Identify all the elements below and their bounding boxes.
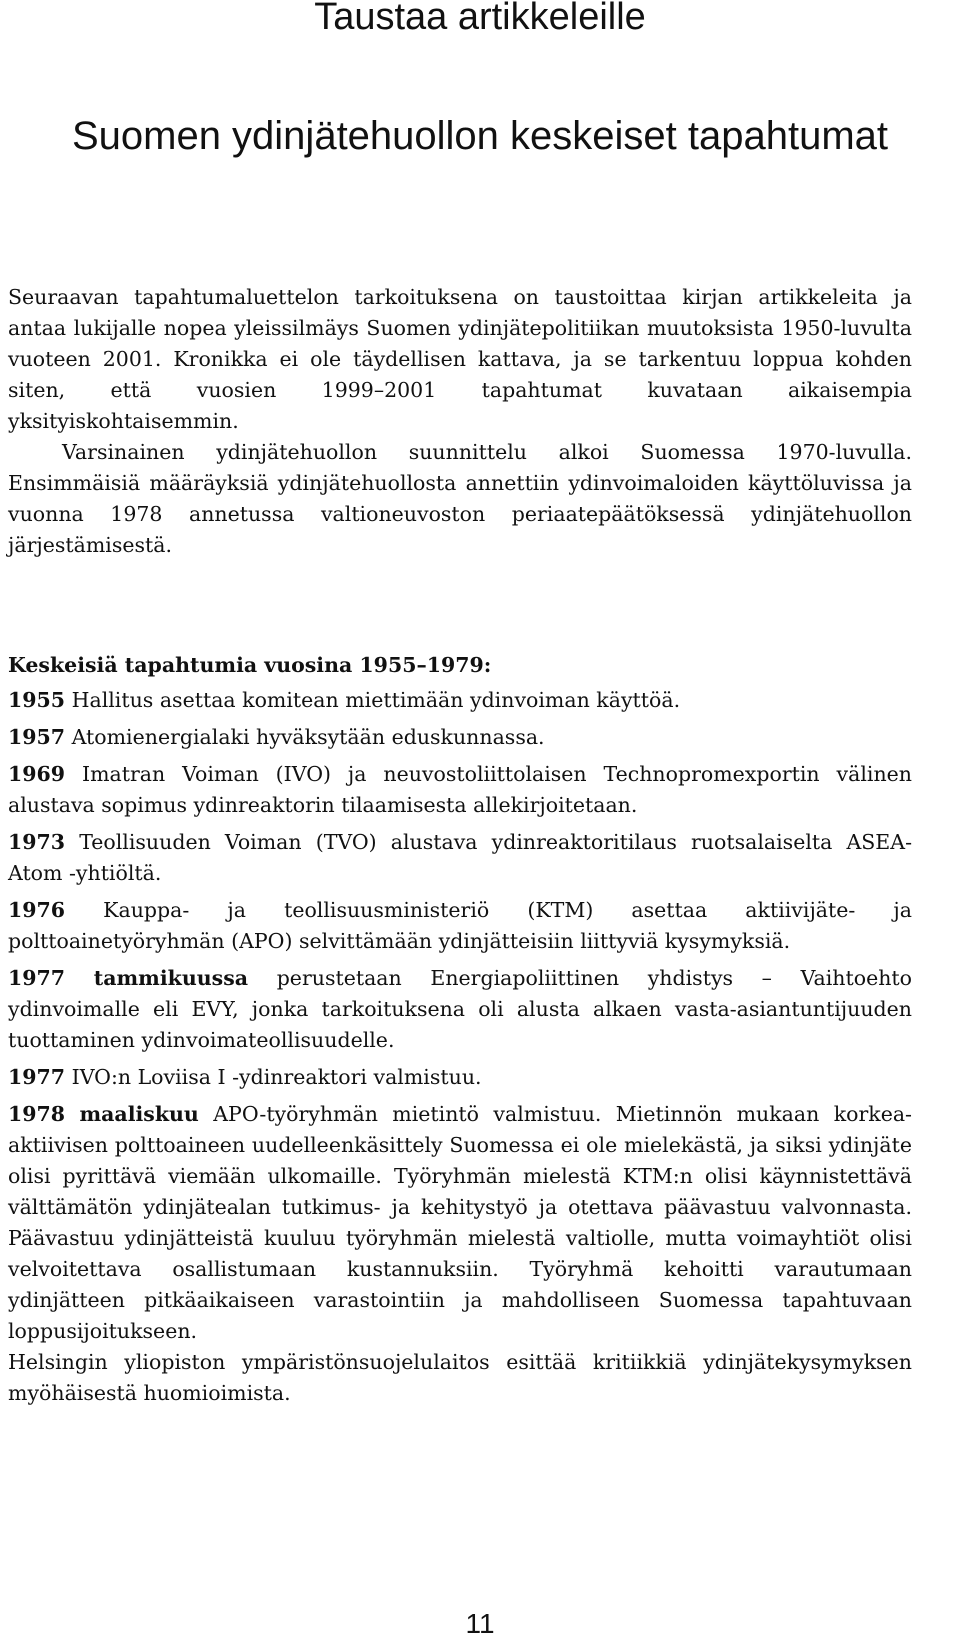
event-year: 1969	[8, 762, 66, 786]
timeline-item	[8, 827, 912, 889]
event-note: Helsingin yliopiston ympäristönsuojelulaitos esittää kritiikkiä ydinjätekysymyksen myöhäisestä huomioimista.	[8, 1350, 912, 1405]
section-title: Taustaa artikkeleille	[314, 0, 646, 38]
event-text: perustetaan Energiapoliittinen yhdistys – Vaihtoehto ydinvoimalle eli EVY, jonka tarkoituksena oli alusta alkaen vasta-asiantuntijuuden tuottaminen ydinvoimateollisuudelle.	[8, 966, 912, 1052]
page-number: 11	[465, 1608, 495, 1639]
event-year: 1976	[8, 898, 66, 922]
event-text: Atomienergialaki hyväksytään eduskunnassa.	[71, 725, 545, 749]
timeline-item	[8, 895, 912, 957]
page-title: Suomen ydinjätehuollon keskeiset tapahtumat	[71, 114, 889, 158]
timeline-item	[8, 759, 912, 821]
event-emphasis: maaliskuu	[79, 1102, 199, 1126]
event-year: 1977	[8, 1065, 66, 1089]
event-text: IVO:n Loviisa I -ydinreaktori valmistuu.	[71, 1065, 482, 1089]
timeline-item	[8, 685, 912, 716]
event-year: 1978	[8, 1102, 66, 1126]
event-text: Teollisuuden Voiman (TVO) alustava ydinreaktoritilaus ruotsalaiselta ASEA-Atom -yhtiöltä.	[8, 830, 912, 885]
event-year: 1973	[8, 830, 66, 854]
timeline-item	[8, 1099, 912, 1409]
event-year: 1977	[8, 966, 66, 990]
intro-paragraph: Varsinainen ydinjätehuollon suunnittelu alkoi Suomessa 1970-luvulla. Ensimmäisiä määräyksiä ydinjätehuollosta annettiin ydinvoimaloiden käyttöluvissa ja vuonna 1978 annetussa valtioneuvoston periaatepäätöksessä ydinjätehuollon järjestämisestä.	[8, 440, 912, 557]
event-text: APO-työryhmän mietintö valmistuu. Mietinnön mukaan korkea-aktiivisen polttoaineen uudelleenkäsittely Suomessa ei ole mielekästä, ja siksi ydinjäte olisi pyrittävä viemään ulkomaille. Työryhmän mielestä KTM:n olisi käynnistettävä välttämätön ydinjätealan tutkimus- ja kehitystyö ja otettava päävastuu valvonnasta. Päävastuu ydinjätteistä kuuluu työryhmän mielestä valtiolle, mutta voimayhtiöt olisi velvoitettava osallistumaan kustannuksiin. Työryhmä kehoitti varautumaan ydinjätteen pitkäaikaiseen varastointiin ja mahdolliseen Suomessa tapahtuvaan loppusijoitukseen.	[8, 1102, 912, 1343]
timeline-item	[8, 1062, 912, 1093]
event-text: Imatran Voiman (IVO) ja neuvostoliittolaisen Technopromexportin välinen alustava sopimus ydinreaktorin tilaamisesta allekirjoitetaan.	[8, 762, 912, 817]
event-year: 1955	[8, 688, 66, 712]
timeline-item	[8, 963, 912, 1056]
event-text: Kauppa- ja teollisuusministeriö (KTM) asettaa aktiivijäte- ja polttoainetyöryhmän (APO) selvittämään ydinjätteisiin liittyviä kysymyksiä.	[8, 898, 912, 953]
timeline-item	[8, 722, 912, 753]
intro-paragraph: Seuraavan tapahtumaluettelon tarkoituksena on taustoittaa kirjan artikkeleita ja antaa lukijalle nopea yleissilmäys Suomen ydinjätepolitiikan muutoksista 1950-luvulta vuoteen 2001. Kronikka ei ole täydellisen kattava, ja se tarkentuu loppua kohden siten, että vuosien 1999–2001 tapahtumat kuvataan aikaisempia yksityiskohtaisemmin.	[8, 285, 912, 433]
event-year: 1957	[8, 725, 66, 749]
timeline-list	[8, 685, 912, 1415]
event-text: Hallitus asettaa komitean miettimään ydinvoiman käyttöä.	[71, 688, 681, 712]
events-heading: Keskeisiä tapahtumia vuosina 1955–1979:	[8, 653, 492, 677]
event-emphasis: tammikuussa	[93, 966, 249, 990]
intro-text	[8, 282, 912, 561]
